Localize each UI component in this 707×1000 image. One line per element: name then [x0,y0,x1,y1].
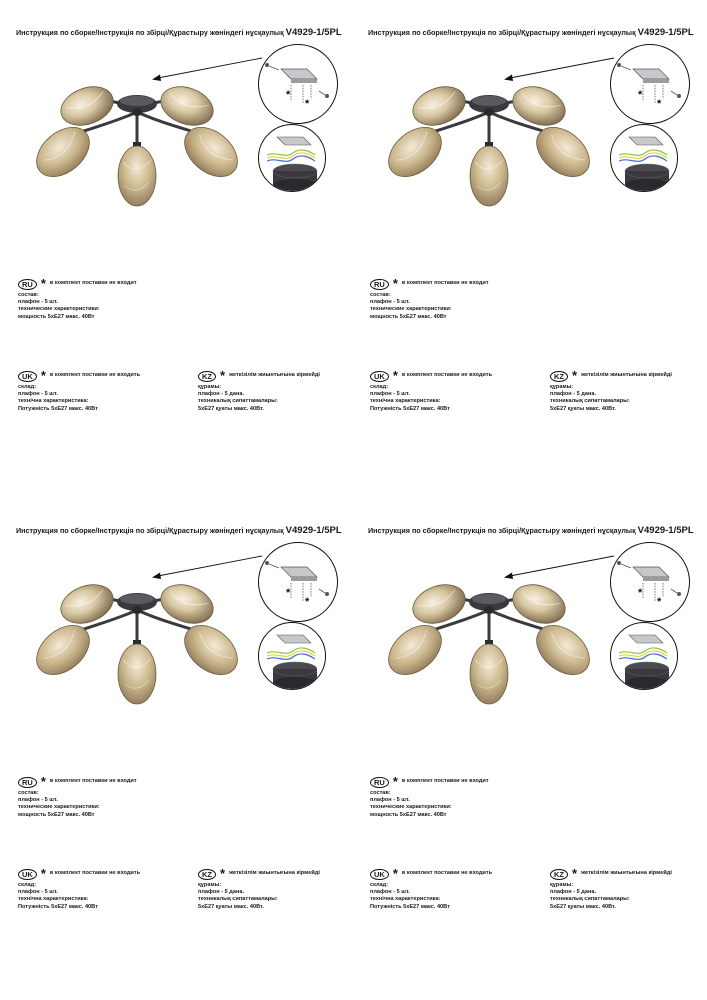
power-spec: 5хЕ27 қуаты макс. 40Вт. [550,903,616,910]
star-mark: * [305,98,310,110]
composition-label: склад: [370,384,389,390]
star-mark: * [638,587,643,599]
info-block-uk [18,370,140,413]
chandelier-illustration [387,580,592,705]
power-spec: 5хЕ27 қуаты макс. 40Вт. [198,903,264,910]
info-block-uk [18,868,140,911]
instruction-title [16,27,342,38]
language-badge-kz: KZ [198,371,216,382]
mounting-bracket-detail [610,44,690,124]
title-text: Инструкция по сборке/Інструкція по збірці/Құрастыру жөніндегі нұсқаулық [16,28,284,37]
specs-label: технические характеристики: [18,306,100,313]
star-mark: * [286,89,291,101]
wiring-detail [258,124,326,192]
not-included-note: жеткізілім жиынтығына кірмейді [581,372,672,379]
shade-count: плафон - 5 шт. [18,797,58,804]
composition-label: состав: [18,292,39,298]
composition-label: құрамы: [198,384,222,390]
power-spec: мощность 5хЕ27 макс. 40Вт [370,313,447,320]
composition-label: состав: [370,292,391,298]
shade-count: плафон - 5 дана. [550,889,597,896]
not-included-note: в комплект поставки не входит [401,280,489,287]
star-mark: * [638,89,643,101]
instruction-panel [352,498,692,968]
power-spec: Потужність 5хЕ27 макс. 40Вт [370,405,450,412]
asterisk-icon: * [392,276,398,291]
instruction-panel [352,0,692,470]
specs-label: технічна характеристика: [18,398,89,405]
title-text: Инструкция по сборке/Інструкція по збірці/Құрастыру жөніндегі нұсқаулық [16,526,284,535]
star-mark: * [305,596,310,608]
power-spec: мощность 5хЕ27 макс. 40Вт [370,811,447,818]
asterisk-icon: * [220,368,226,383]
pointer-arrow [502,554,617,580]
mounting-bracket-detail [258,542,338,622]
language-badge-kz: KZ [550,869,568,880]
asterisk-icon: * [572,866,578,881]
shade-count: плафон - 5 дана. [550,391,597,398]
instruction-title [368,525,694,536]
shade-count: плафон - 5 шт. [370,391,410,398]
shade-count: плафон - 5 шт. [370,797,410,804]
instruction-panel [0,498,340,968]
model-number: V4929-1/5PL [637,27,694,38]
language-badge-ru: RU [18,777,37,788]
pointer-arrow [502,56,617,82]
specs-label: техникалық сипаттамалары: [198,398,278,405]
asterisk-icon: * [392,774,398,789]
language-badge-uk: UK [18,869,37,880]
chandelier-illustration [35,82,240,207]
info-block-kz [550,370,672,413]
language-badge-uk: UK [370,371,389,382]
specs-label: технические характеристики: [18,804,100,811]
composition-label: құрамы: [198,882,222,888]
mounting-bracket-detail [610,542,690,622]
info-block-ru [370,776,489,819]
shade-count: плафон - 5 дана. [198,391,245,398]
not-included-note: в комплект поставки не входить [401,870,493,877]
instruction-panel [0,0,340,470]
specs-label: технические характеристики: [370,804,452,811]
info-block-uk [370,370,492,413]
not-included-note: в комплект поставки не входит [49,778,137,785]
chandelier-illustration [35,580,240,705]
language-badge-uk: UK [18,371,37,382]
wiring-detail [610,622,678,690]
info-block-uk [370,868,492,911]
info-block-kz [550,868,672,911]
instruction-title [368,27,694,38]
info-block-ru [370,278,489,321]
composition-label: состав: [370,790,391,796]
language-badge-kz: KZ [198,869,216,880]
model-number: V4929-1/5PL [285,525,342,536]
asterisk-icon: * [392,368,398,383]
composition-label: склад: [370,882,389,888]
specs-label: технічна характеристика: [370,896,441,903]
info-block-kz [198,370,320,413]
not-included-note: в комплект поставки не входить [49,870,141,877]
info-block-ru [18,776,137,819]
info-block-ru [18,278,137,321]
language-badge-ru: RU [370,279,389,290]
model-number: V4929-1/5PL [285,27,342,38]
not-included-note: жеткізілім жиынтығына кірмейді [229,372,320,379]
composition-label: состав: [18,790,39,796]
chandelier-illustration [387,82,592,207]
asterisk-icon: * [40,276,46,291]
specs-label: техникалық сипаттамалары: [198,896,278,903]
shade-count: плафон - 5 шт. [370,889,410,896]
info-block-kz [198,868,320,911]
asterisk-icon: * [392,866,398,881]
not-included-note: в комплект поставки не входить [401,372,493,379]
title-text: Инструкция по сборке/Інструкція по збірці/Құрастыру жөніндегі нұсқаулық [368,28,636,37]
instruction-title [16,525,342,536]
title-text: Инструкция по сборке/Інструкція по збірці/Құрастыру жөніндегі нұсқаулық [368,526,636,535]
power-spec: Потужність 5хЕ27 макс. 40Вт [370,903,450,910]
specs-label: техникалық сипаттамалары: [550,896,630,903]
shade-count: плафон - 5 шт. [370,299,410,306]
specs-label: техникалық сипаттамалары: [550,398,630,405]
language-badge-ru: RU [18,279,37,290]
star-mark: * [657,596,662,608]
not-included-note: в комплект поставки не входить [49,372,141,379]
shade-count: плафон - 5 шт. [18,889,58,896]
composition-label: склад: [18,384,37,390]
specs-label: технические характеристики: [370,306,452,313]
power-spec: 5хЕ27 қуаты макс. 40Вт. [198,405,264,412]
model-number: V4929-1/5PL [637,525,694,536]
asterisk-icon: * [40,368,46,383]
wiring-detail [258,622,326,690]
pointer-arrow [150,56,265,82]
power-spec: мощность 5хЕ27 макс. 40Вт [18,811,95,818]
wiring-detail [610,124,678,192]
language-badge-ru: RU [370,777,389,788]
power-spec: мощность 5хЕ27 макс. 40Вт [18,313,95,320]
shade-count: плафон - 5 шт. [18,391,58,398]
power-spec: 5хЕ27 қуаты макс. 40Вт. [550,405,616,412]
specs-label: технічна характеристика: [18,896,89,903]
not-included-note: жеткізілім жиынтығына кірмейді [581,870,672,877]
asterisk-icon: * [220,866,226,881]
star-mark: * [657,98,662,110]
shade-count: плафон - 5 дана. [198,889,245,896]
asterisk-icon: * [40,774,46,789]
composition-label: құрамы: [550,384,574,390]
not-included-note: жеткізілім жиынтығына кірмейді [229,870,320,877]
asterisk-icon: * [40,866,46,881]
composition-label: склад: [18,882,37,888]
power-spec: Потужність 5хЕ27 макс. 40Вт [18,903,98,910]
mounting-bracket-detail [258,44,338,124]
language-badge-uk: UK [370,869,389,880]
not-included-note: в комплект поставки не входит [401,778,489,785]
asterisk-icon: * [572,368,578,383]
not-included-note: в комплект поставки не входит [49,280,137,287]
pointer-arrow [150,554,265,580]
composition-label: құрамы: [550,882,574,888]
shade-count: плафон - 5 шт. [18,299,58,306]
power-spec: Потужність 5хЕ27 макс. 40Вт [18,405,98,412]
specs-label: технічна характеристика: [370,398,441,405]
star-mark: * [286,587,291,599]
language-badge-kz: KZ [550,371,568,382]
